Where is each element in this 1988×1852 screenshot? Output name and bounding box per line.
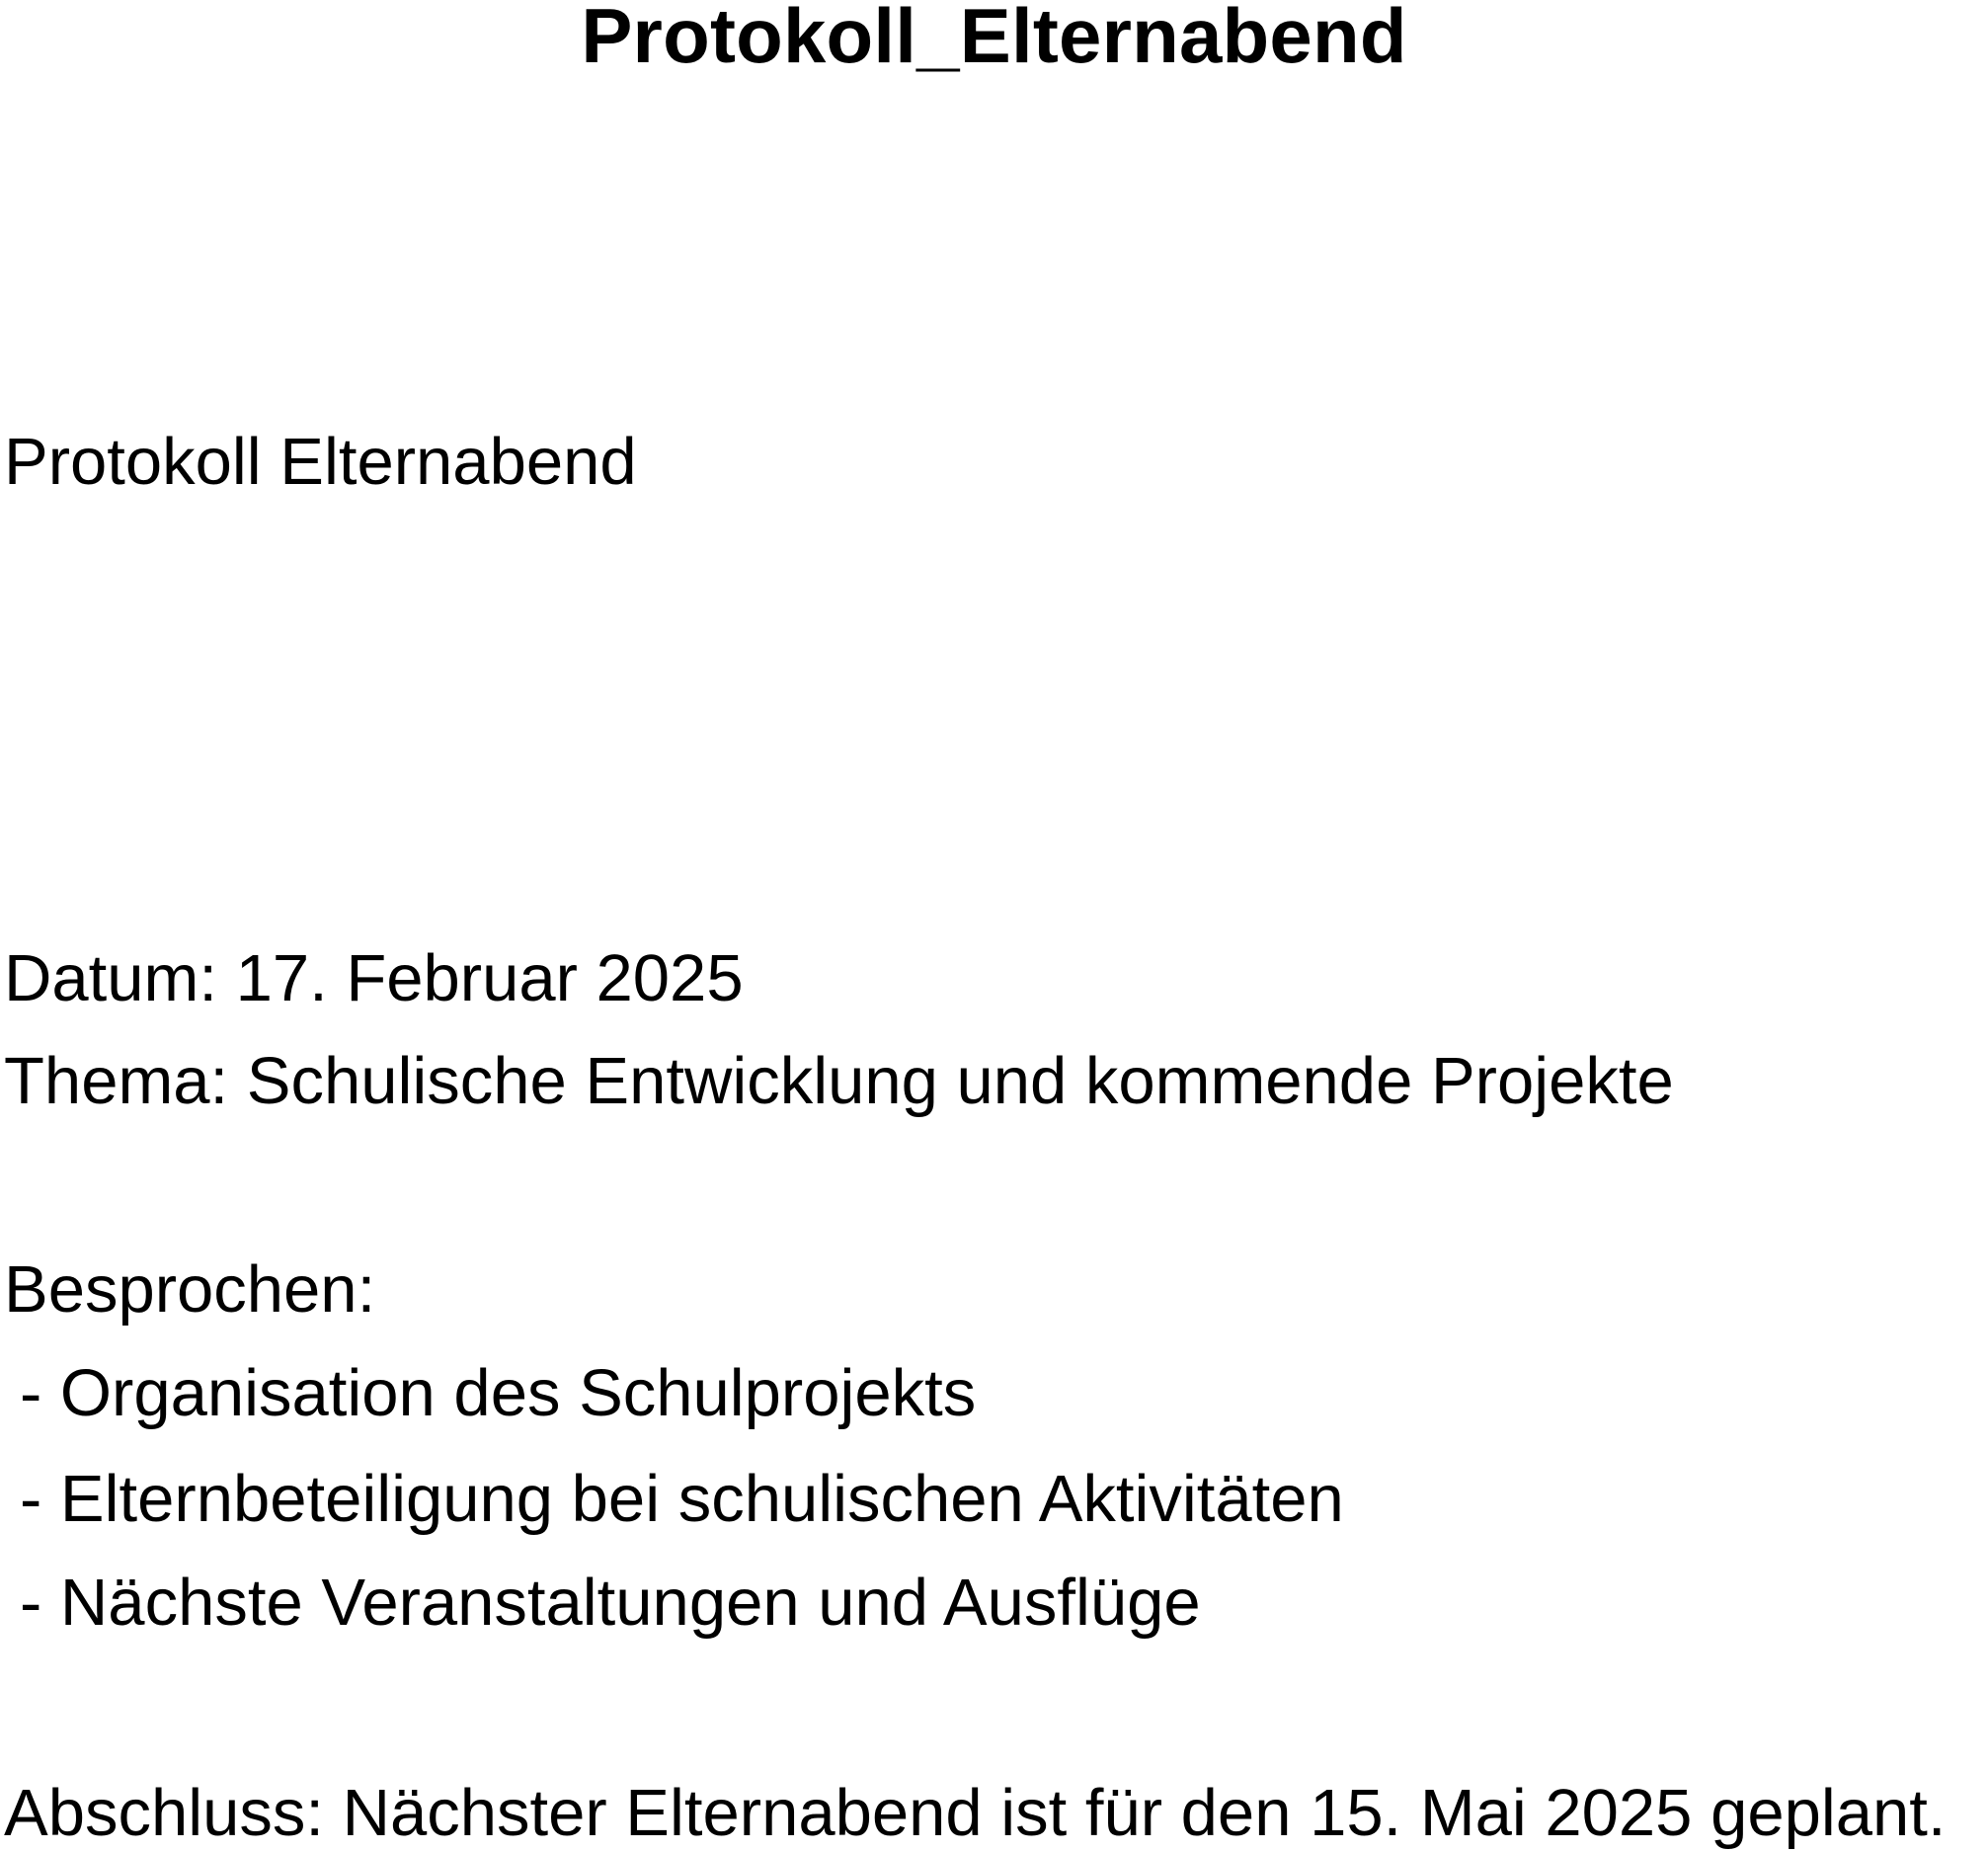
list-item: - Elternbeteiligung bei schulischen Aktivitäten bbox=[20, 1462, 1344, 1536]
conclusion-line: Abschluss: Nächster Elternabend ist für den 15. Mai 2025 geplant. bbox=[4, 1776, 1947, 1850]
topic-line: Thema: Schulische Entwicklung und kommende Projekte bbox=[4, 1044, 1674, 1118]
date-line: Datum: 17. Februar 2025 bbox=[4, 941, 744, 1015]
list-item: - Organisation des Schulprojekts bbox=[20, 1356, 977, 1430]
document-heading: Protokoll Elternabend bbox=[4, 425, 637, 499]
discussed-label: Besprochen: bbox=[4, 1252, 376, 1327]
document-title: Protokoll_Elternabend bbox=[581, 0, 1407, 79]
list-item: - Nächste Veranstaltungen und Ausflüge bbox=[20, 1566, 1201, 1640]
